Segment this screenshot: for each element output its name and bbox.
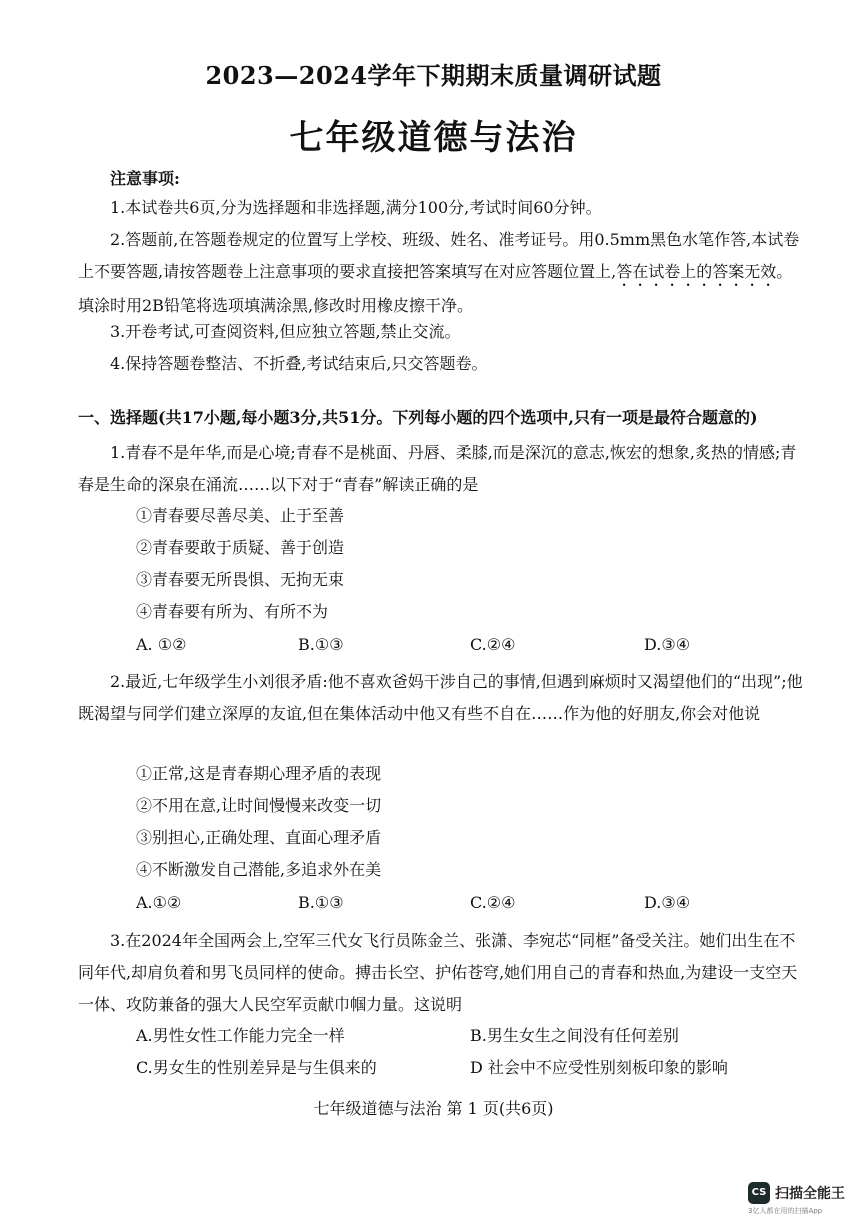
question-2-option-d: D.③④ (644, 893, 691, 912)
notes-heading: 注意事项: (110, 169, 180, 188)
question-2-statement-1: ①正常,这是青春期心理矛盾的表现 (136, 764, 382, 783)
note-item-2-emphasis-a: 答在试卷上 (616, 262, 697, 281)
question-1-statement-4: ④青春要有所为、有所不为 (136, 602, 329, 621)
question-1-statement-3: ③青春要无所畏惧、无拘无束 (136, 570, 345, 589)
question-2-option-c: C.②④ (470, 893, 516, 912)
question-2-option-b: B.①③ (298, 893, 344, 912)
question-2-statement-2: ②不用在意,让时间慢慢来改变一切 (136, 796, 382, 815)
scanner-watermark (748, 1182, 858, 1216)
scanner-app-tagline: 3亿人都在用的扫描App (748, 1207, 823, 1215)
question-3-option-a: A.男性女性工作能力完全一样 (136, 1026, 345, 1045)
question-3-option-c: C.男女生的性别差异是与生俱来的 (136, 1058, 377, 1077)
question-2-statement-4: ④不断激发自己潜能,多追求外在美 (136, 860, 382, 879)
question-3-option-d: D 社会中不应受性别刻板印象的影响 (470, 1058, 728, 1077)
question-1-option-b: B.①③ (298, 635, 344, 654)
question-1-statement-2: ②青春要敢于质疑、善于创造 (136, 538, 345, 557)
question-3-stem: 3.在2024年全国两会上,空军三代女飞行员陈金兰、张潇、李宛芯“同框”备受关注。她们出生在不同年代,却肩负着和男飞员同样的使命。搏击长空、护佑苍穹,她们用自己的青春和热血,为建设一支空天一体、攻防兼备的强大人民空军贡献巾帼力量。这说明 (78, 931, 798, 1014)
note-item-2 (78, 224, 808, 322)
note-item-2-emphasis-b: 的答案无效 (696, 262, 777, 281)
note-item-1: 1.本试卷共6页,分为选择题和非选择题,满分100分,考试时间60分钟。 (110, 198, 602, 217)
question-1-option-a: A. ①② (136, 635, 187, 654)
question-1-stem: 1.青春不是年华,而是心境;青春不是桃面、丹唇、柔膝,而是深沉的意志,恢宏的想象,炙热的情感;青春是生命的深泉在涌流……以下对于“青春”解读正确的是 (78, 443, 797, 494)
note-item-4: 4.保持答题卷整洁、不折叠,考试结束后,只交答题卷。 (110, 354, 488, 373)
question-1-option-c: C.②④ (470, 635, 516, 654)
note-item-3: 3.开卷考试,可查阅资料,但应独立答题,禁止交流。 (110, 322, 461, 341)
section-1-heading: 一、选择题(共17小题,每小题3分,共51分。下列每小题的四个选项中,只有一项是最符合题意的) (78, 408, 758, 427)
question-2-statement-3: ③别担心,正确处理、直面心理矛盾 (136, 828, 382, 847)
camscanner-logo-icon: CS (748, 1182, 770, 1204)
note-item-2-part-e: 。填涂时用2B铅笔将选项填满涂黑,修改时用橡皮擦干净。 (78, 262, 793, 315)
question-1-option-d: D.③④ (644, 635, 691, 654)
page-footer: 七年级道德与法治 第 1 页(共6页) (313, 1099, 554, 1118)
note-item-2-part-a: 2.答题前,在答题卷规定的位置写上学校、班级、姓名、准考证号。用0.5mm黑色水笔作答,本 (110, 230, 768, 249)
scanner-app-name: 扫描全能王 (775, 1186, 845, 1202)
question-2-option-a: A.①② (136, 893, 182, 912)
note-item-2-part-b: 试卷上不要答题,请按答题卷上注意事项的要求直接把答案填写在对应答题位置上, (78, 230, 800, 281)
question-3-option-b: B.男生女生之间没有任何差别 (470, 1026, 679, 1045)
exam-year-title: 2023—2024学年下期期末质量调研试题 (205, 61, 662, 90)
question-1-statement-1: ①青春要尽善尽美、止于至善 (136, 506, 345, 525)
exam-subject-title: 七年级道德与法治 (289, 118, 578, 158)
question-2-stem: 2.最近,七年级学生小刘很矛盾:他不喜欢爸妈干涉自己的事情,但遇到麻烦时又渴望他们的“出现”;他既渴望与同学们建立深厚的友谊,但在集体活动中他又有些不自在……作为他的好朋友,你会对他说 (78, 672, 803, 723)
